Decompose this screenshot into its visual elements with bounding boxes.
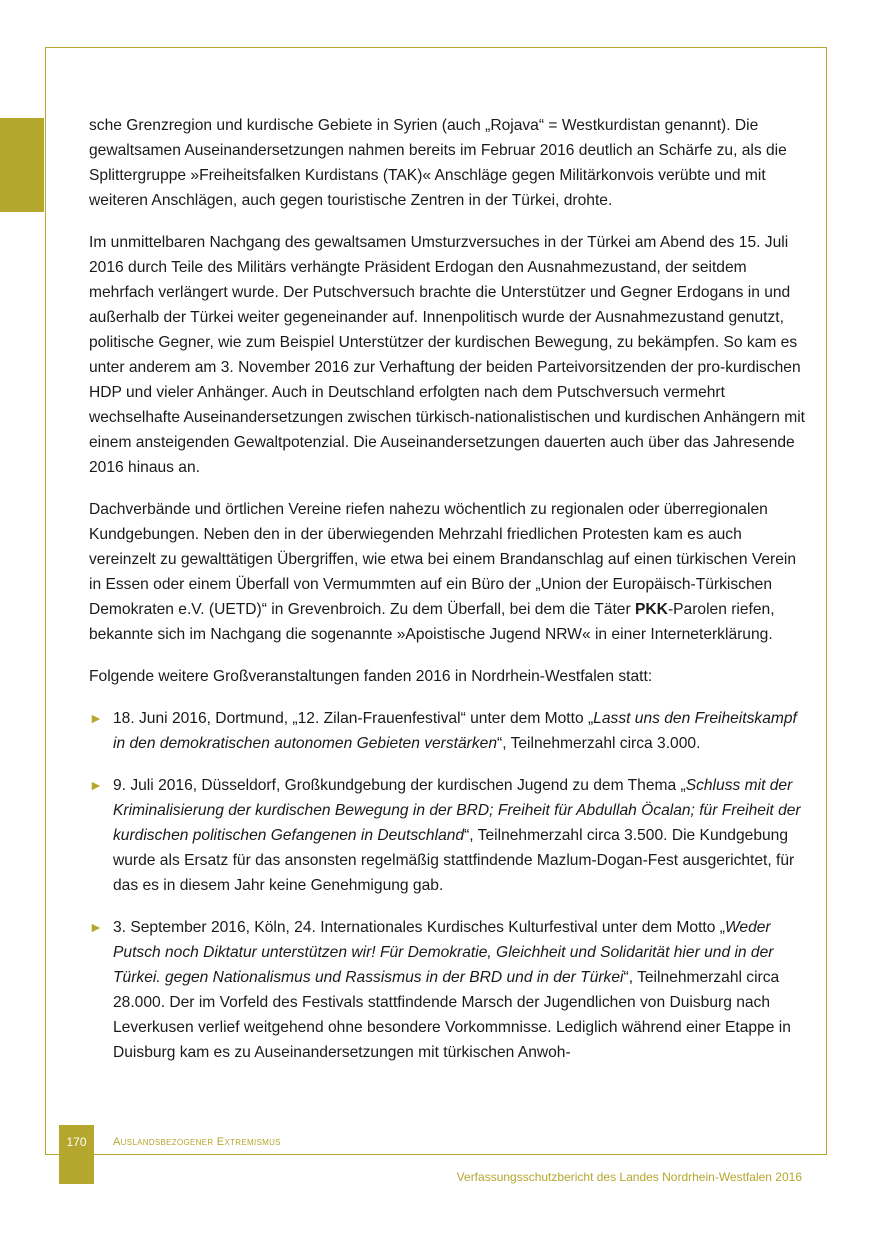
paragraph-3-text-b: -Parolen riefen, bekannte sich im Nachgang die sogenannte »Apoistische Jugend NRW« in einer Interneterklärung. [89,601,775,643]
triangle-bullet-icon: ► [89,710,103,726]
paragraph-3-text-a: Dachverbände und örtlichen Vereine riefen nahezu wöchentlich zu regionalen oder überregionalen Kundgebungen. Neben den in der überwiegenden Mehrzahl friedlichen Protesten kam es auch vereinzelt zu gewalttätigen Übergriffen, wie etwa bei einem Brandanschlag auf einen türkischen Verein in Essen oder einem Überfall von Vermummten auf ein Büro der „Union der Europäisch-Türkischen Demokraten e.V. (UETD)“ in Grevenbroich. Zu dem Überfall, bei dem die Täter [89,501,797,618]
event-text-a: 3. September 2016, Köln, 24. Internationales Kurdisches Kulturfestival unter dem Motto „ [113,919,725,936]
list-item [89,915,805,1065]
events-list [89,706,805,1065]
footer-report-title: Verfassungsschutzbericht des Landes Nordrhein-Westfalen 2016 [456,1170,802,1184]
event-text-b: “, Teilnehmerzahl circa 28.000. Der im Vorfeld des Festivals stattfindende Marsch der Jugendlichen von Duisburg nach Leverkusen verlief weitgehend ohne besondere Vorkommnisse. Lediglich während einer Etappe in Duisburg kam es zu Auseinandersetzungen mit türkischen Anwoh- [113,969,791,1061]
triangle-bullet-icon: ► [89,777,103,793]
side-tab-marker [0,118,44,212]
event-text-b: “, Teilnehmerzahl circa 3.500. Die Kundgebung wurde als Ersatz für das ansonsten regelmäßig stattfindende Mazlum-Dogan-Fest ausgerichtet, für das es in diesem Jahr keine Genehmigung gab. [113,827,795,894]
event-motto: Lasst uns den Freiheitskampf in den demokratischen autonomen Gebieten verstärken [113,710,797,752]
event-text-a: 9. Juli 2016, Düsseldorf, Großkundgebung der kurdischen Jugend zu dem Thema „ [113,777,686,794]
paragraph-3 [89,497,805,647]
event-text-b: “, Teilnehmerzahl circa 3.000. [497,735,701,752]
event-motto: Weder Putsch noch Diktatur unterstützen wir! Für Demokratie, Gleichheit und Solidarität hier und in der Türkei. gegen Nationalismus und Rassismus in der BRD und in der Türkei [113,919,774,986]
triangle-bullet-icon: ► [89,919,103,935]
pkk-bold: PKK [635,601,668,618]
list-item [89,706,805,756]
chapter-title: Auslandsbezogener Extremismus [113,1136,281,1148]
event-text-a: 18. Juni 2016, Dortmund, „12. Zilan-Frauenfestival“ unter dem Motto „ [113,710,594,727]
event-motto: Schluss mit der Kriminalisierung der kurdischen Bewegung in der BRD; Freiheit für Abdullah Öcalan; für Freiheit der kurdischen politischen Gefangenen in Deutschland [113,777,801,844]
events-intro: Folgende weitere Großveranstaltungen fanden 2016 in Nordrhein-Westfalen statt: [89,668,653,685]
paragraph-2: Im unmittelbaren Nachgang des gewaltsamen Umsturzversuches in der Türkei am Abend des 15. Juli 2016 durch Teile des Militärs verhängte Präsident Erdogan den Ausnahmezustand, der seitdem mehrfach verlängert wurde. Der Putschversuch brachte die Unterstützer und Gegner Erdogans in und außerhalb der Türkei weiter gegeneinander auf. Innenpolitisch wurde der Ausnahmezustand genutzt, politische Gegner, wie zum Beispiel Unterstützer der kurdischen Bewegung, zu bekämpfen. So kam es unter anderem am 3. November 2016 zur Verhaftung der beiden Parteivorsitzenden der pro-kurdischen HDP und vieler Anhänger. Auch in Deutschland erfolgten nach dem Putschversuch vermehrt wechselhafte Auseinandersetzungen zwischen türkisch-nationalistischen und kurdischen Anhängern mit einem ansteigenden Gewaltpotenzial. Die Auseinandersetzungen dauerten auch über das Jahresende 2016 hinaus an. [89,234,806,476]
paragraph-1: sche Grenzregion und kurdische Gebiete in Syrien (auch „Rojava“ = Westkurdistan genannt). Die gewaltsamen Auseinandersetzungen nahmen bereits im Februar 2016 deutlich an Schärfe zu, als die Splittergruppe »Freiheitsfalken Kurdistans (TAK)« Anschläge gegen Militärkonvois verübte und mit weiteren Anschlägen, auch gegen touristische Zentren in der Türkei, drohte. [89,117,787,209]
list-item [89,773,805,898]
main-content [89,113,805,1082]
page-number: 170 [59,1125,94,1184]
